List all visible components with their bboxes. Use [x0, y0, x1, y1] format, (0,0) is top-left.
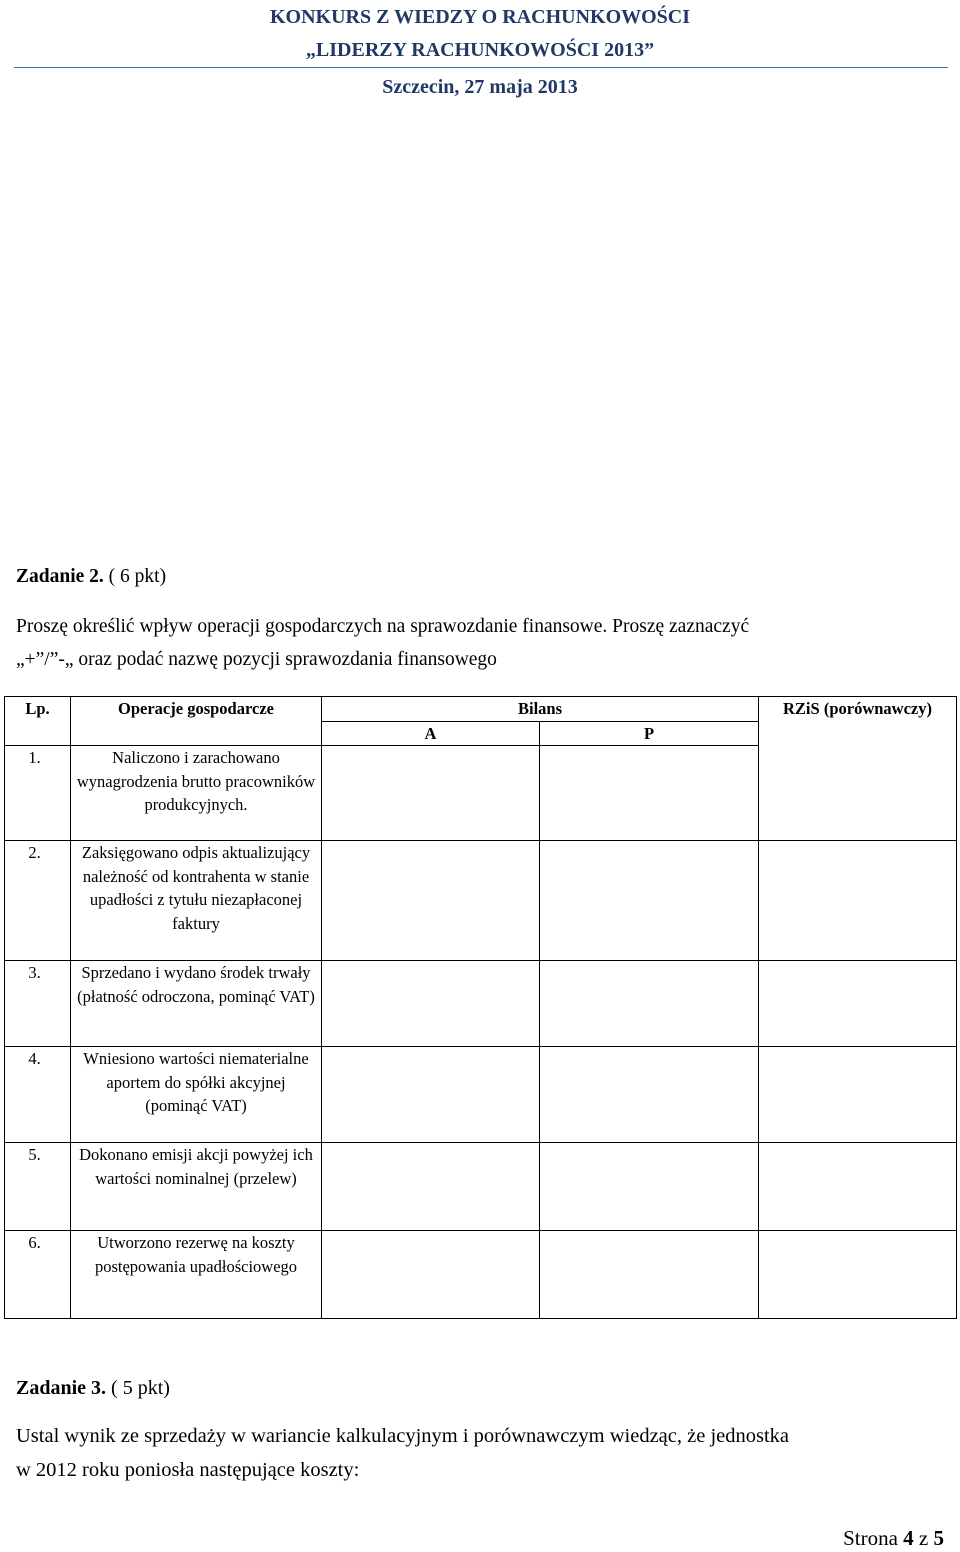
header-assets: A — [322, 721, 540, 746]
task3-title — [16, 1372, 946, 1405]
task3-title-points: ( 5 pkt) — [106, 1377, 170, 1399]
table-row — [5, 1047, 957, 1143]
row-lp: 1. — [5, 746, 71, 841]
page-total: 5 — [933, 1526, 944, 1550]
cell-assets[interactable] — [322, 961, 540, 1047]
table-row — [5, 1143, 957, 1231]
table-row — [5, 1231, 957, 1319]
task2-title-points: ( 6 pkt) — [103, 566, 167, 587]
task2-instruction-1: Proszę określić wpływ operacji gospodarczych na sprawozdanie finansowe. Proszę zaznaczyć — [16, 616, 750, 637]
row-lp: 5. — [5, 1143, 71, 1231]
cell-liabilities[interactable] — [540, 746, 759, 841]
cell-liabilities[interactable] — [540, 1143, 759, 1231]
cell-assets[interactable] — [322, 746, 540, 841]
task2-title-bold: Zadanie 2. — [16, 566, 104, 587]
header-operations: Operacje gospodarcze — [71, 697, 322, 722]
header-lp: Lp. — [5, 697, 71, 722]
row-lp: 6. — [5, 1231, 71, 1319]
cell-rzis[interactable] — [759, 1047, 957, 1143]
row-operation: Utworzono rezerwę na koszty postępowania upadłościowego — [71, 1231, 322, 1319]
page-number-prefix: Strona — [843, 1526, 904, 1550]
row-lp: 4. — [5, 1047, 71, 1143]
header-line-2: „LIDERZY RACHUNKOWOŚCI 2013” — [305, 39, 655, 61]
table-header-row — [5, 697, 957, 722]
row-operation: Wniesiono wartości niematerialne aportem do spółki akcyjnej (pominąć VAT) — [71, 1047, 322, 1143]
cell-liabilities[interactable] — [540, 841, 759, 961]
table-row — [5, 961, 957, 1047]
header-balance: Bilans — [322, 697, 759, 722]
task2-instruction-2: „+”/”-„ oraz podać nazwę pozycji sprawozdania finansowego — [16, 649, 497, 670]
table-row — [5, 841, 957, 961]
cell-assets[interactable] — [322, 841, 540, 961]
header-rule — [14, 67, 948, 68]
cell-rzis[interactable] — [759, 1143, 957, 1231]
header-line-1: KONKURS Z WIEDZY O RACHUNKOWOŚCI — [269, 6, 691, 28]
header-lp-cont — [5, 721, 71, 746]
cell-liabilities[interactable] — [540, 961, 759, 1047]
row-operation: Sprzedano i wydano środek trwały (płatność odroczona, pominąć VAT) — [71, 961, 322, 1047]
table-row — [5, 746, 957, 841]
cell-assets[interactable] — [322, 1047, 540, 1143]
page-number-of: z — [913, 1526, 934, 1550]
cell-assets[interactable] — [322, 1143, 540, 1231]
cell-assets[interactable] — [322, 1231, 540, 1319]
task3-text-2: w 2012 roku poniosła następujące koszty: — [16, 1459, 360, 1481]
cell-rzis[interactable] — [759, 746, 957, 841]
task3-text-1: Ustal wynik ze sprzedaży w wariancie kalkulacyjnym i porównawczym wiedząc, że jednostka — [16, 1425, 790, 1447]
row-operation: Zaksięgowano odpis aktualizujący należność od kontrahenta w stanie upadłości z tytułu niezapłaconej faktury — [71, 841, 322, 961]
page-current: 4 — [903, 1526, 914, 1550]
cell-rzis[interactable] — [759, 1231, 957, 1319]
cell-liabilities[interactable] — [540, 1047, 759, 1143]
header-operations-cont — [71, 721, 322, 746]
header-line-3: Szczecin, 27 maja 2013 — [382, 76, 578, 98]
cell-liabilities[interactable] — [540, 1231, 759, 1319]
task2-title — [16, 560, 946, 593]
cell-rzis[interactable] — [759, 961, 957, 1047]
page-number — [843, 1524, 944, 1552]
header-rzis: RZiS (porównawczy) — [759, 697, 957, 746]
cell-rzis[interactable] — [759, 841, 957, 961]
header-liabilities: P — [540, 721, 759, 746]
task3-title-bold: Zadanie 3. — [16, 1377, 107, 1399]
row-operation: Dokonano emisji akcji powyżej ich wartości nominalnej (przelew) — [71, 1143, 322, 1231]
row-lp: 2. — [5, 841, 71, 961]
row-operation: Naliczono i zarachowano wynagrodzenia brutto pracowników produkcyjnych. — [71, 746, 322, 841]
row-lp: 3. — [5, 961, 71, 1047]
operations-table — [4, 696, 957, 1319]
